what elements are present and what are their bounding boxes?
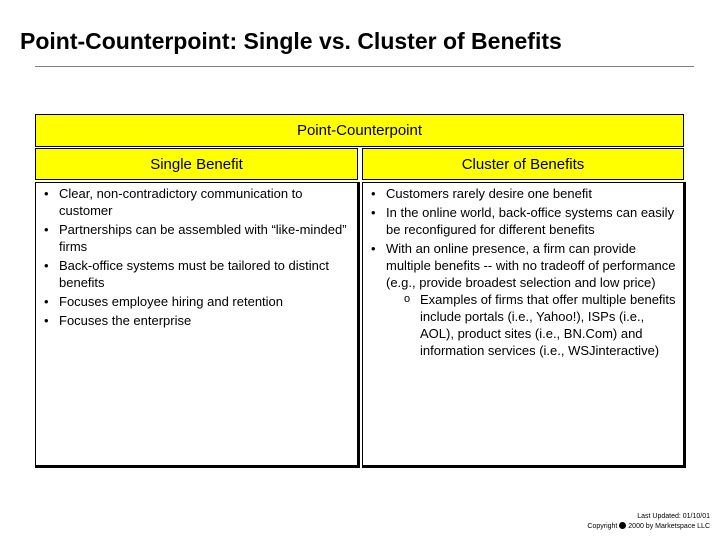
- bullet-icon: •: [44, 222, 49, 237]
- list-item: • Partnerships can be assembled with “like-minded” firms: [44, 222, 347, 254]
- cluster-of-benefits-cell: [362, 182, 686, 468]
- list-item: • With an online presence, a firm can provide multiple benefits -- with no tradeoff of performance (e.g., provide broadest selection and low price) o Examples of firms that offer multiple benefits include portals (i.e., Yahoo!), ISPs (i.e., AOL), product sites (i.e., BN.Com) and information services (i.e., WSJinteractive): [370, 240, 681, 359]
- list-item: • Customers rarely desire one benefit: [371, 186, 592, 201]
- list-item: • Focuses the enterprise: [44, 313, 192, 328]
- list-item: • Clear, non-contradictory communication to customer: [44, 186, 303, 218]
- point-counterpoint-table: [35, 114, 686, 469]
- list-item: • Back-office systems must be tailored to distinct benefits: [44, 258, 329, 290]
- sub-list-item: o Examples of firms that offer multiple benefits include portals (i.e., Yahoo!), ISPs (i.e., AOL), product sites (i.e., BN.Com) and information services (i.e., WSJinteractive): [404, 292, 676, 358]
- slide-footer: [587, 512, 710, 532]
- last-updated: Last Updated: 01/10/01: [637, 513, 710, 520]
- sub-list: [386, 291, 681, 359]
- bullet-icon: •: [371, 186, 376, 201]
- column-header-single-benefit: Single Benefit: [35, 148, 358, 180]
- bullet-icon: •: [371, 241, 376, 256]
- bullet-icon: •: [44, 258, 49, 273]
- bullet-icon: •: [44, 294, 49, 309]
- list-item: • In the online world, back-office systems can easily be reconfigured for different benefits: [371, 205, 675, 237]
- column-header-cluster-of-benefits: Cluster of Benefits: [362, 148, 684, 180]
- list-item: • Focuses employee hiring and retention: [44, 294, 284, 309]
- single-benefit-cell: [35, 182, 360, 468]
- slide-title: Point-Counterpoint: Single vs. Cluster of Benefits: [20, 28, 562, 54]
- bullet-icon: •: [44, 186, 49, 201]
- cluster-of-benefits-list: [363, 183, 683, 359]
- title-divider: [35, 66, 694, 67]
- circle-bullet-icon: o: [404, 293, 411, 305]
- bullet-icon: •: [371, 205, 376, 220]
- bullet-icon: •: [44, 313, 49, 328]
- copyright-line: Copyright 2000 by Marketspace LLC: [587, 523, 710, 530]
- table-header: Point-Counterpoint: [35, 114, 684, 147]
- copyright-icon: [619, 522, 626, 529]
- single-benefit-list: [36, 183, 357, 329]
